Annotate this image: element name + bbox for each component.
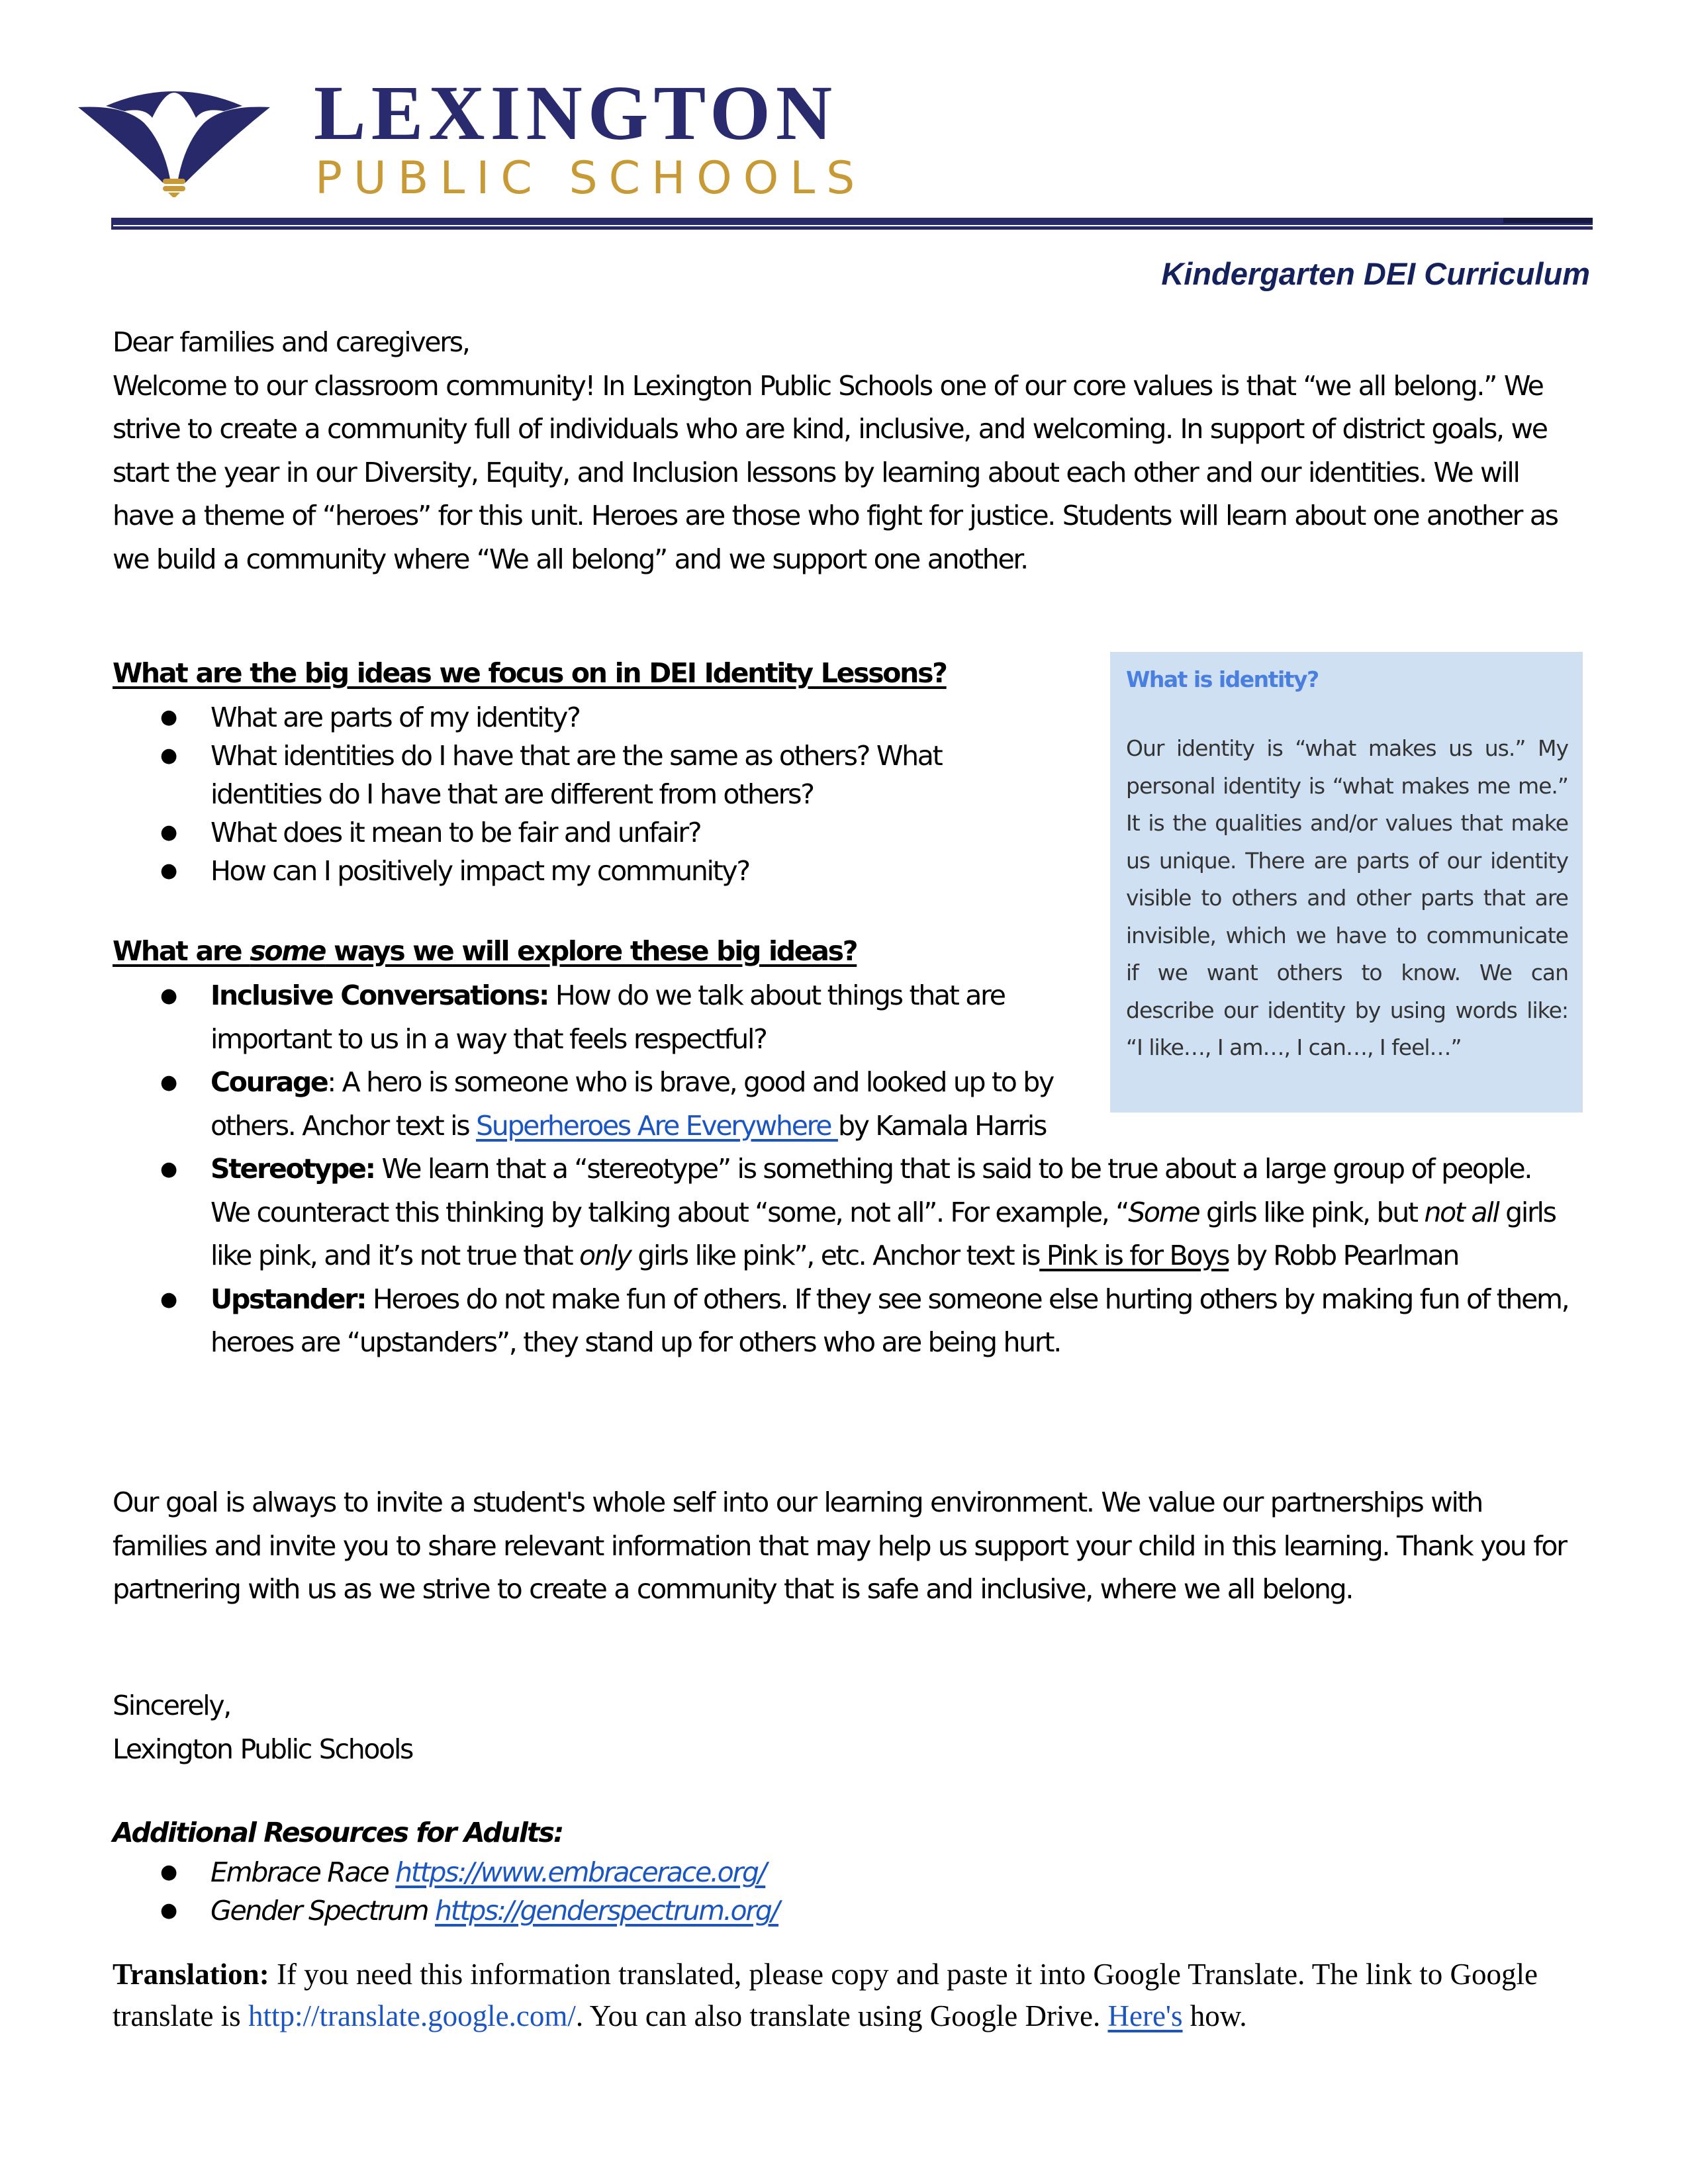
intro-section	[113, 321, 1582, 581]
signoff: Sincerely,	[113, 1690, 231, 1721]
list-item-embrace-race: ● Embrace Race https://www.embracerace.org/	[113, 1853, 778, 1891]
superheroes-book-link[interactable]: Superheroes Are Everywhere	[476, 1109, 838, 1142]
explore-heading: What are some ways we will explore these big ideas?	[113, 935, 857, 967]
list-item-stereotype: ● Stereotype: We learn that a “stereotype” is something that is said to be true about a large group of people. We counteract this thinking by talking about “some, not all”. For example, “Some girls like pink, but not all girls like pink, and it’s not true that only girls like pink”, etc. Anchor text is Pink is for Boys by Robb Pearlman	[113, 1148, 1575, 1278]
header-divider-accent	[1503, 218, 1593, 223]
closing-paragraph: Our goal is always to invite a student's whole self into our learning environment. We value our partnerships with families and invite you to share relevant information that may help us support your child in this learning. Thank you for partnering with us as we strive to create a community that is safe and inclusive, where we all belong.	[113, 1486, 1566, 1605]
embrace-race-link[interactable]: https://www.embracerace.org/	[395, 1856, 766, 1888]
translation-label: Translation:	[113, 1958, 269, 1991]
signature-block	[113, 1684, 1582, 1771]
signature: Lexington Public Schools	[113, 1733, 413, 1765]
intro-paragraph: Welcome to our classroom community! In Lexington Public Schools one of our core values is that “we all belong.” We strive to create a community full of individuals who are kind, inclusive, and welcoming. In support of district goals, we start the year in our Diversity, Equity, and Inclusion lessons by learning about each other and our identities. We will have a theme of “heroes” for this unit. Heroes are those who fight for justice. Students will learn about one another as we build a community where “We all belong” and we support one another.	[113, 369, 1558, 575]
logo-subtitle: PUBLIC SCHOOLS	[315, 152, 867, 205]
term: Stereotype:	[211, 1153, 375, 1185]
header-divider	[111, 218, 1593, 230]
term: Courage	[211, 1066, 328, 1098]
translation-note: Translation: If you need this information translated, please copy and paste it into Google Translate. The link to Google translate is http://translate.google.com/. You can also translate using Google Drive. Here's how.	[113, 1958, 1538, 2032]
heres-how-link[interactable]: Here's	[1107, 1999, 1183, 2032]
big-ideas-list	[113, 698, 1033, 890]
greeting: Dear families and caregivers,	[113, 326, 469, 358]
big-ideas-section	[113, 652, 1582, 696]
term: Upstander:	[211, 1283, 366, 1315]
list-item-gender-spectrum: ● Gender Spectrum https://genderspectrum.org/	[113, 1891, 778, 1930]
lexington-logo-icon	[78, 85, 270, 197]
list-item: ● What does it mean to be fair and unfair?	[113, 813, 1033, 852]
big-ideas-heading: What are the big ideas we focus on in DEI Identity Lessons?	[113, 657, 947, 689]
list-item: ● What identities do I have that are the same as others? What identities do I have that are different from others?	[113, 737, 1033, 813]
explore-list	[113, 974, 1575, 1365]
logo-title: LEXINGTON	[314, 69, 838, 156]
gender-spectrum-link[interactable]: https://genderspectrum.org/	[435, 1895, 779, 1927]
document-title: Kindergarten DEI Curriculum	[1161, 256, 1590, 291]
identity-callout-title: What is identity?	[1126, 666, 1319, 692]
header-divider-highlight	[113, 225, 1593, 226]
list-item-upstander: ● Upstander: Heroes do not make fun of others. If they see someone else hurting others by making fun of them, heroes are “upstanders”, they stand up for others who are being hurt.	[113, 1278, 1575, 1365]
list-item-inclusive-conversations: ● Inclusive Conversations: How do we talk about things that are important to us in a way that feels respectful?	[113, 974, 1084, 1061]
list-item: ● What are parts of my identity?	[113, 698, 1033, 737]
list-item-courage: ● Courage: A hero is someone who is brave, good and looked up to by others. Anchor text is Superheroes Are Everywhere by Kamala Harris	[113, 1061, 1084, 1148]
list-item: ● How can I positively impact my community?	[113, 852, 1033, 890]
pink-is-for-boys-link[interactable]: Pink is for Boys	[1039, 1240, 1229, 1271]
term: Inclusive Conversations:	[211, 979, 549, 1011]
resources-heading: Additional Resources for Adults:	[113, 1817, 563, 1848]
resources-list	[113, 1853, 778, 1930]
explore-section	[113, 930, 1582, 974]
google-translate-link[interactable]: http://translate.google.com/	[248, 1999, 576, 2032]
identity-callout-body: Our identity is “what makes us us.” My personal identity is “what makes me me.” It is the qualities and/or values that make us unique. There are parts of our identity visible to others and other parts that are invisible, which we have to communicate if we want others to know. We can describe our identity by using words like: “I like…, I am…, I can…, I feel…”	[1126, 735, 1568, 1060]
